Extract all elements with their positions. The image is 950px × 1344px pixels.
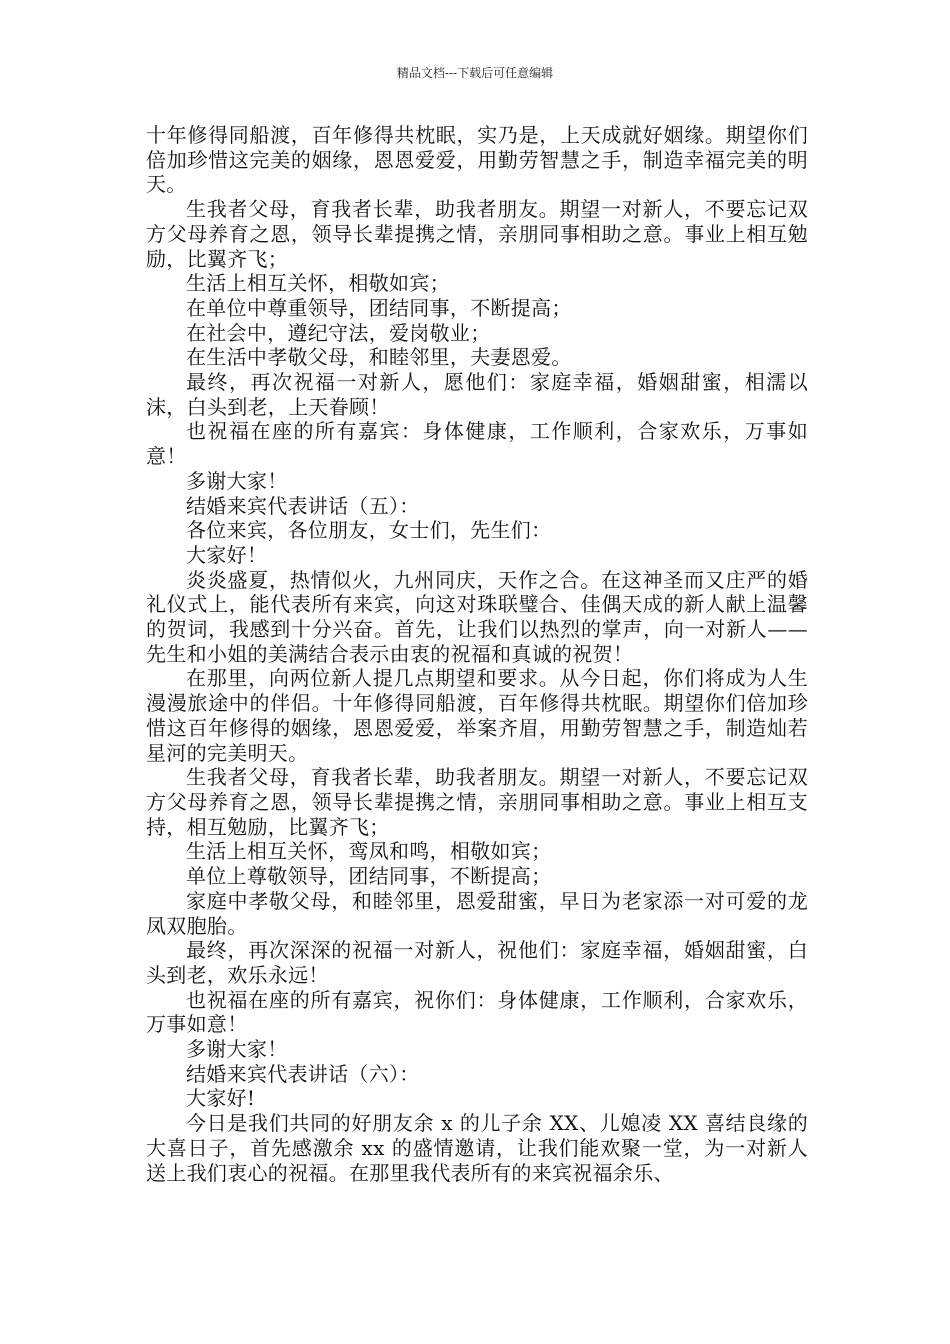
paragraph: 在社会中，遵纪守法，爱岗敬业； — [186, 320, 491, 345]
paragraph: 也祝福在座的所有嘉宾：身体健康，工作顺利，合家欢乐，万事如意！ — [146, 419, 808, 469]
document-body — [146, 123, 808, 1185]
section-heading: 结婚来宾代表讲话（五）： — [186, 493, 420, 518]
paragraph: 也祝福在座的所有嘉宾，祝你们：身体健康，工作顺利，合家欢乐，万事如意！ — [146, 987, 808, 1037]
page-header: 精品文档---下载后可任意编辑 — [396, 66, 554, 80]
paragraph: 在生活中孝敬父母，和睦邻里，夫妻恩爱。 — [186, 345, 572, 370]
paragraph: 在单位中尊重领导，团结同事，不断提高； — [186, 295, 572, 320]
paragraph: 生我者父母，育我者长辈，助我者朋友。期望一对新人，不要忘记双方父母养育之恩，领导长辈提携之情，亲朋同事相助之意。事业上相互勉励，比翼齐飞； — [146, 197, 808, 271]
paragraph: 生活上相互关怀，相敬如宾； — [186, 271, 450, 296]
paragraph: 生我者父母，育我者长辈，助我者朋友。期望一对新人，不要忘记双方父母养育之恩，领导长辈提携之情，亲朋同事相助之意。事业上相互支持，相互勉励，比翼齐飞； — [146, 765, 808, 839]
paragraph: 生活上相互关怀，鸾凤和鸣，相敬如宾； — [186, 839, 552, 864]
paragraph: 最终，再次祝福一对新人，愿他们：家庭幸福，婚姻甜蜜，相濡以沫，白头到老，上天眷顾！ — [146, 370, 808, 419]
paragraph: 最终，再次深深的祝福一对新人，祝他们：家庭幸福，婚姻甜蜜，白头到老，欢乐永远！ — [146, 938, 808, 987]
paragraph: 家庭中孝敬父母，和睦邻里，恩爱甜蜜，早日为老家添一对可爱的龙凤双胞胎。 — [146, 888, 808, 938]
paragraph: 多谢大家！ — [186, 1037, 288, 1062]
paragraph: 单位上尊敬领导，团结同事，不断提高； — [186, 864, 552, 889]
paragraph: 炎炎盛夏，热情似火，九州同庆，天作之合。在这神圣而又庄严的婚礼仪式上，能代表所有来宾，向这对珠联璧合、佳偶天成的新人献上温馨的贺词，我感到十分兴奋。首先，让我们以热烈的掌声，向一对新人——先生和小姐的美满结合表示由衷的祝福和真诚的祝贺！ — [146, 567, 808, 666]
salutation: 各位来宾，各位朋友，女士们，先生们： — [186, 518, 552, 543]
greeting: 大家好！ — [186, 542, 268, 567]
paragraph: 多谢大家！ — [186, 468, 288, 493]
greeting: 大家好! — [186, 1086, 256, 1111]
paragraph: 十年修得同船渡，百年修得共枕眠，实乃是，上天成就好姻缘。期望你们倍加珍惜这完美的姻缘，恩恩爱爱，用勤劳智慧之手，制造幸福完美的明天。 — [146, 123, 808, 197]
paragraph: 今日是我们共同的好朋友余 x 的儿子余 XX、儿媳凌 XX 喜结良缘的大喜日子，首先感激余 xx 的盛情邀请，让我们能欢聚一堂，为一对新人送上我们衷心的祝福。在那里我代表所有的来宾祝福余乐、 — [146, 1111, 808, 1185]
paragraph: 在那里，向两位新人提几点期望和要求。从今日起，你们将成为人生漫漫旅途中的伴侣。十年修得同船渡，百年修得共枕眠。期望你们倍加珍惜这百年修得的姻缘，恩恩爱爱，举案齐眉，用勤劳智慧之手，制造灿若星河的完美明天。 — [146, 666, 808, 765]
section-heading: 结婚来宾代表讲话（六）： — [186, 1061, 420, 1086]
